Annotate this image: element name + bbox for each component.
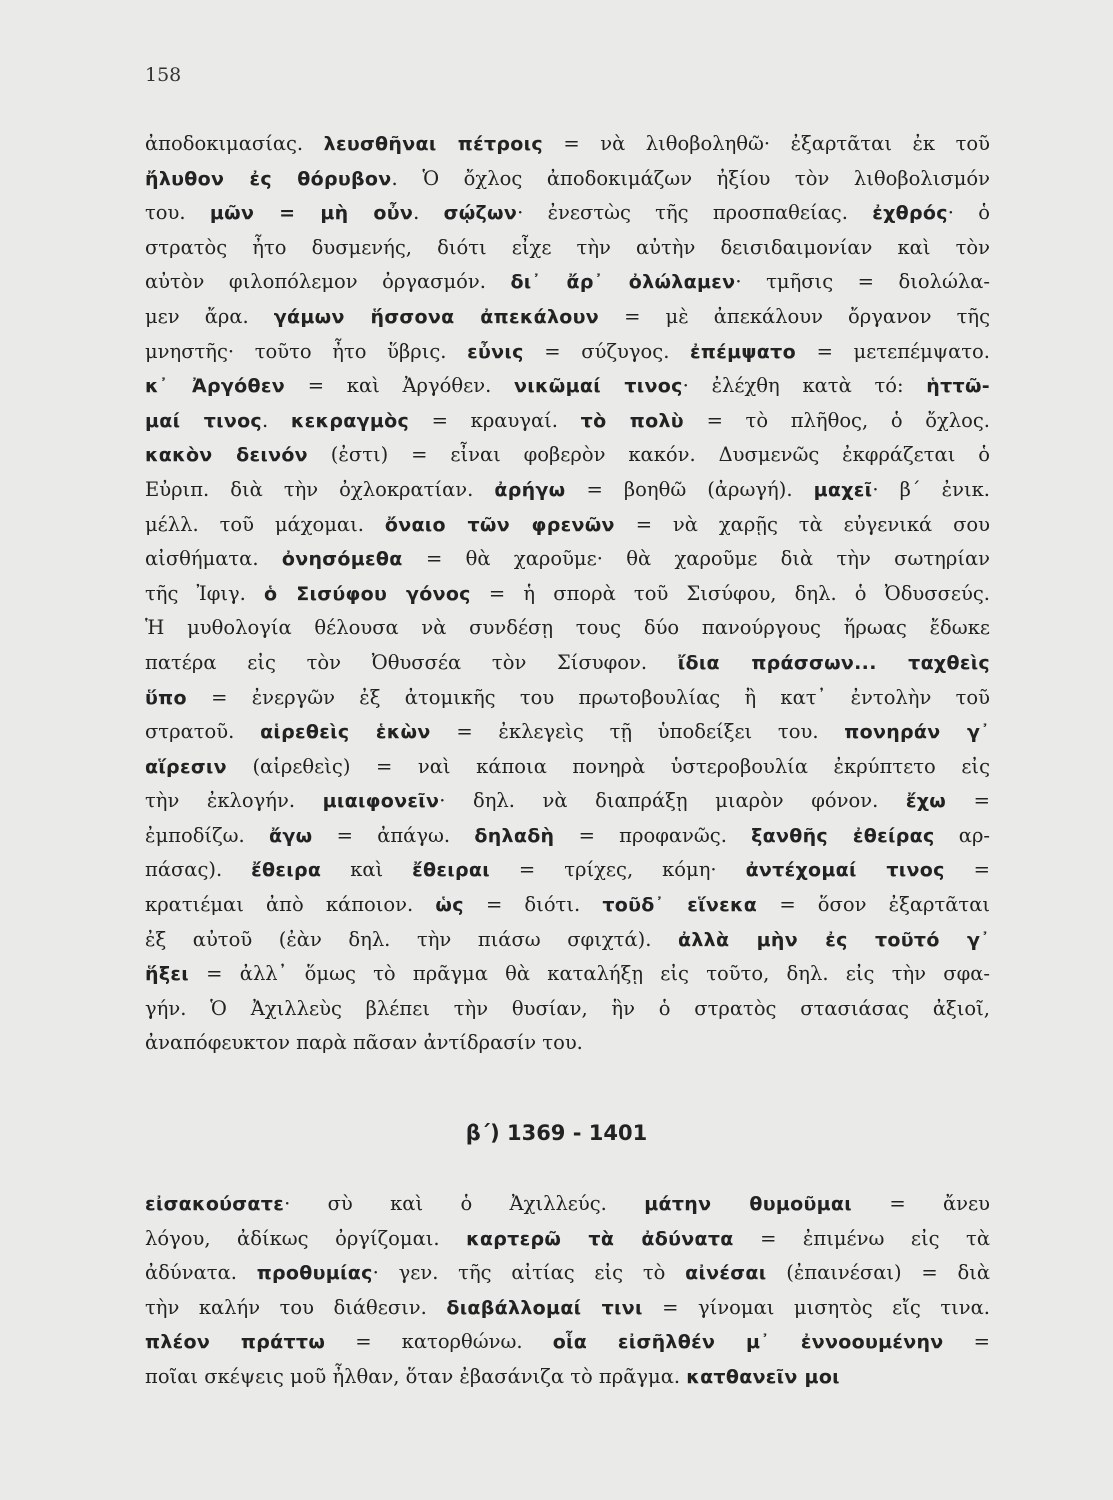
gloss-text: μεν ἄρα. <box>145 304 274 328</box>
text-line <box>145 1222 990 1257</box>
text-line <box>145 438 990 473</box>
gloss-text: · δηλ. νὰ διαπράξῃ μιαρὸν φόνον. <box>439 789 906 813</box>
gloss-text: = νὰ χαρῇς τὰ εὐγενικά σου <box>614 512 990 536</box>
lemma-text: κεκραγμὸς <box>290 409 410 432</box>
gloss-text: αἰσθήματα. <box>145 547 282 571</box>
lemma-text: μιαιφονεῖν <box>322 790 440 813</box>
gloss-text: ἀποδοκιμασίας. <box>145 132 324 155</box>
gloss-text: ἀναπόφευκτον παρὰ πᾶσαν ἀντίδρασίν του. <box>145 1031 583 1055</box>
lemma-text: ὁ Σισύφου γόνος <box>264 582 471 605</box>
gloss-text: ἐξ αὐτοῦ (ἐὰν δηλ. τὴν πιάσω σφιχτά). <box>145 927 678 951</box>
lemma-text: μάτην θυμοῦμαι <box>644 1193 852 1215</box>
gloss-text: = καὶ Ἀργόθεν. <box>285 374 515 398</box>
text-line <box>145 888 990 923</box>
lemma-text: οἷα εἰσῆλθέν μ᾽ ἐννοουμένην <box>552 1331 944 1354</box>
text-line <box>145 335 990 370</box>
gloss-text: = θὰ χαροῦμε· θὰ χαροῦμε διὰ τὴν σωτηρίαν <box>402 547 990 571</box>
commentary-paragraph-1 <box>145 127 990 1061</box>
gloss-text: = ἀπάγω. <box>312 823 475 847</box>
gloss-text: = βοηθῶ (ἀρωγή). <box>565 477 814 501</box>
gloss-text: (ἐστι) = εἶναι φοβερὸν κακόν. Δυσμενῶς ἐκφράζεται ὁ <box>307 443 990 467</box>
gloss-text: · σὺ καὶ ὁ Ἀχιλλεύς. <box>284 1192 645 1215</box>
text-line <box>145 957 990 992</box>
text-line <box>145 265 990 300</box>
text-line <box>145 473 990 508</box>
gloss-text: = κραυγαί. <box>409 408 581 432</box>
lemma-text: εἰσακούσατε <box>145 1193 285 1215</box>
lemma-text: ἥξει <box>145 963 189 986</box>
lemma-text: τὸ πολὺ <box>580 409 684 432</box>
lemma-text: αἰνέσαι <box>685 1262 767 1285</box>
gloss-text: κρατιέμαι ἀπὸ κάποιον. <box>145 893 436 917</box>
lemma-text: εὖνις <box>467 340 524 363</box>
gloss-text: · ἐλέχθη κατὰ τό: <box>682 374 927 398</box>
lemma-text: ἔχω <box>905 790 947 813</box>
lemma-text: ἤλυθον ἐς θόρυβον <box>145 167 392 190</box>
gloss-text: = <box>946 789 990 813</box>
gloss-text: ἀδύνατα. <box>145 1261 257 1285</box>
gloss-text: = σύζυγος. <box>523 339 691 363</box>
gloss-text: . <box>262 408 291 432</box>
gloss-text: Εὐριπ. διὰ τὴν ὀχλοκρατίαν. <box>145 477 495 501</box>
lemma-text: μῶν = μὴ οὖν <box>209 202 414 225</box>
gloss-text: τὴν καλήν του διάθεσιν. <box>145 1295 447 1319</box>
text-line <box>145 923 990 958</box>
lemma-text: αἵρεσιν <box>145 755 227 778</box>
gloss-text: = <box>944 858 990 882</box>
lemma-text: ὀνησόμεθα <box>281 548 403 571</box>
lemma-text: σῴζων <box>443 202 518 225</box>
gloss-text: μνηστῆς· τοῦτο ἦτο ὕβρις. <box>145 339 468 363</box>
gloss-text: · ἐνεστὼς τῆς προσπαθείας. <box>517 201 873 225</box>
lemma-text: κ᾽ Ἀργόθεν <box>145 375 285 398</box>
text-line <box>145 681 990 716</box>
gloss-text: = μετεπέμψατο. <box>795 339 990 363</box>
text-line <box>145 127 990 162</box>
gloss-text: γήν. Ὁ Ἀχιλλεὺς βλέπει τὴν θυσίαν, ἣν ὁ στρατὸς στασιάσας ἀξιοῖ, <box>145 996 990 1020</box>
gloss-text: . Ὁ ὄχλος ἀποδοκιμάζων ἠξίου τὸν λιθοβολισμόν <box>391 166 990 190</box>
lemma-text: δηλαδὴ <box>474 824 555 847</box>
text-line <box>145 300 990 335</box>
gloss-text: · ὁ <box>947 201 990 225</box>
gloss-text: = ἄνευ <box>852 1192 990 1215</box>
gloss-text: στρατὸς ἦτο δυσμενής, διότι εἶχε τὴν αὐτὴν δεισιδαιμονίαν καὶ τὸν <box>145 235 990 259</box>
gloss-text: · β΄ ἐνικ. <box>872 477 990 501</box>
gloss-text: ἐμποδίζω. <box>145 823 269 847</box>
gloss-text: λόγου, ἀδίκως ὀργίζομαι. <box>145 1226 467 1250</box>
text-line <box>145 1360 990 1395</box>
lemma-text: ἔθειρα <box>251 859 322 882</box>
text-line <box>145 992 990 1027</box>
gloss-text: · τμῆσις = διολώλα- <box>735 270 990 294</box>
lemma-text: καρτερῶ τὰ ἀδύνατα <box>466 1227 734 1250</box>
gloss-text: = νὰ λιθοβοληθῶ· ἐξαρτᾶται ἐκ τοῦ <box>542 132 990 155</box>
text-line <box>145 508 990 543</box>
gloss-text: = ἐνεργῶν ἐξ ἀτομικῆς του πρωτοβουλίας ἢ κατ᾽ ἐντολὴν τοῦ <box>186 685 990 709</box>
gloss-text: πατέρα εἰς τὸν Ὀθυσσέα τὸν Σίσυφον. <box>145 650 678 674</box>
lemma-text: ἐπέμψατο <box>690 340 796 363</box>
gloss-text: (αἱρεθεὶς) = ναὶ κάποια πονηρὰ ὑστεροβουλία ἐκρύπτετο εἰς <box>226 754 990 778</box>
gloss-text: τῆς Ἰφιγ. <box>145 581 265 605</box>
lemma-text: ἐχθρός <box>872 202 948 225</box>
lemma-text: ξανθῆς ἐθείρας <box>751 824 935 847</box>
text-line <box>145 1187 990 1222</box>
text-line <box>145 611 990 646</box>
text-line <box>145 404 990 439</box>
lemma-text: ὡς <box>435 894 464 917</box>
text-line <box>145 784 990 819</box>
gloss-text: = ἐκλεγεὶς τῇ ὑποδείξει του. <box>430 720 845 744</box>
gloss-text: = ἐπιμένω εἰς τὰ <box>733 1226 991 1250</box>
text-line <box>145 1291 990 1326</box>
gloss-text: μέλλ. τοῦ μάχομαι. <box>145 512 385 536</box>
gloss-text: πάσας). <box>145 858 252 882</box>
text-line <box>145 819 990 854</box>
gloss-text: = τὸ πλῆθος, ὁ ὄχλος. <box>683 408 990 432</box>
text-line <box>145 196 990 231</box>
lemma-text: ὄναιο τῶν φρενῶν <box>384 513 615 536</box>
text-line <box>145 1026 990 1061</box>
text-line <box>145 231 990 266</box>
lemma-text: ἄγω <box>268 824 313 847</box>
gloss-text: = προφανῶς. <box>554 823 752 847</box>
gloss-text: αρ- <box>934 823 991 847</box>
text-line <box>145 162 990 197</box>
gloss-text: = διότι. <box>463 893 603 917</box>
lemma-text: ἴδια πράσσων... ταχθεὶς <box>677 651 990 674</box>
lemma-text: μαχεῖ <box>813 478 873 501</box>
lemma-text: γάμων ἥσσονα ἀπεκάλουν <box>273 305 600 328</box>
section-heading: β΄) 1369 - 1401 <box>465 1121 648 1145</box>
gloss-text: = κατορθώνω. <box>325 1330 553 1354</box>
lemma-text: νικῶμαί τινος <box>514 375 683 398</box>
gloss-text: . <box>413 201 444 225</box>
gloss-text: αὐτὸν φιλοπόλεμον ὀργασμόν. <box>145 270 511 294</box>
gloss-text: καὶ <box>321 858 413 882</box>
text-line <box>145 369 990 404</box>
lemma-text: ἔθειραι <box>412 859 490 882</box>
text-line <box>145 577 990 612</box>
lemma-text: αἱρεθεὶς ἑκὼν <box>260 721 431 744</box>
gloss-text: = μὲ ἀπεκάλουν ὄργανον τῆς <box>599 304 990 328</box>
page-number: 158 <box>145 64 182 86</box>
text-line <box>145 750 990 785</box>
gloss-text: = ὅσον ἐξαρτᾶται <box>757 893 991 917</box>
lemma-text: λευσθῆναι πέτροις <box>323 133 543 155</box>
gloss-text: ποῖαι σκέψεις μοῦ ἦλθαν, ὅταν ἐβασάνιζα τὸ πρᾶγμα. <box>145 1364 687 1388</box>
lemma-text: κακὸν δεινόν <box>145 444 308 467</box>
gloss-text: του. <box>145 201 210 225</box>
commentary-paragraph-2 <box>145 1187 990 1395</box>
gloss-text: = τρίχες, κόμη· <box>489 858 746 882</box>
gloss-text: = γίνομαι μισητὸς εἴς τινα. <box>642 1295 990 1319</box>
lemma-text: πλέον πράττω <box>145 1331 326 1354</box>
lemma-text: δι᾽ ἄρ᾽ ὀλώλαμεν <box>510 271 736 294</box>
gloss-text: = ἡ σπορὰ τοῦ Σισύφου, δηλ. ὁ Ὀδυσσεύς. <box>470 581 990 605</box>
lemma-text: ὕπο <box>145 686 187 709</box>
lemma-text: κατθανεῖν μοι <box>686 1365 840 1388</box>
gloss-text: Ἡ μυθολογία θέλουσα νὰ συνδέσῃ τους δύο πανούργους ἥρωας ἔδωκε <box>145 616 990 640</box>
lemma-text: πονηράν γ᾽ <box>844 721 991 744</box>
text-line <box>145 715 990 750</box>
text-line <box>145 542 990 577</box>
lemma-text: μαί τινος <box>145 409 262 432</box>
lemma-text: ἡττῶ- <box>926 375 990 398</box>
text-line <box>145 1256 990 1291</box>
gloss-text: στρατοῦ. <box>145 720 261 744</box>
lemma-text: ἀντέχομαί τινος <box>745 859 945 882</box>
gloss-text: = <box>943 1330 990 1354</box>
text-line <box>145 1325 990 1360</box>
lemma-text: ἀρήγω <box>494 478 566 501</box>
gloss-text: τὴν ἐκλογήν. <box>145 789 323 813</box>
lemma-text: προθυμίας <box>256 1262 373 1285</box>
lemma-text: ἀλλὰ μὴν ἐς τοῦτό γ᾽ <box>678 928 990 951</box>
gloss-text: (ἐπαινέσαι) = διὰ <box>766 1261 991 1285</box>
gloss-text: · γεν. τῆς αἰτίας εἰς τὸ <box>372 1261 686 1285</box>
text-line <box>145 853 990 888</box>
lemma-text: τοῦδ᾽ εἵνεκα <box>602 894 758 917</box>
lemma-text: διαβάλλομαί τινι <box>446 1296 643 1319</box>
gloss-text: = ἀλλ᾽ ὅμως τὸ πρᾶγμα θὰ καταλήξῃ εἰς τοῦτο, δηλ. εἰς τὴν σφα- <box>188 962 990 986</box>
text-line <box>145 646 990 681</box>
